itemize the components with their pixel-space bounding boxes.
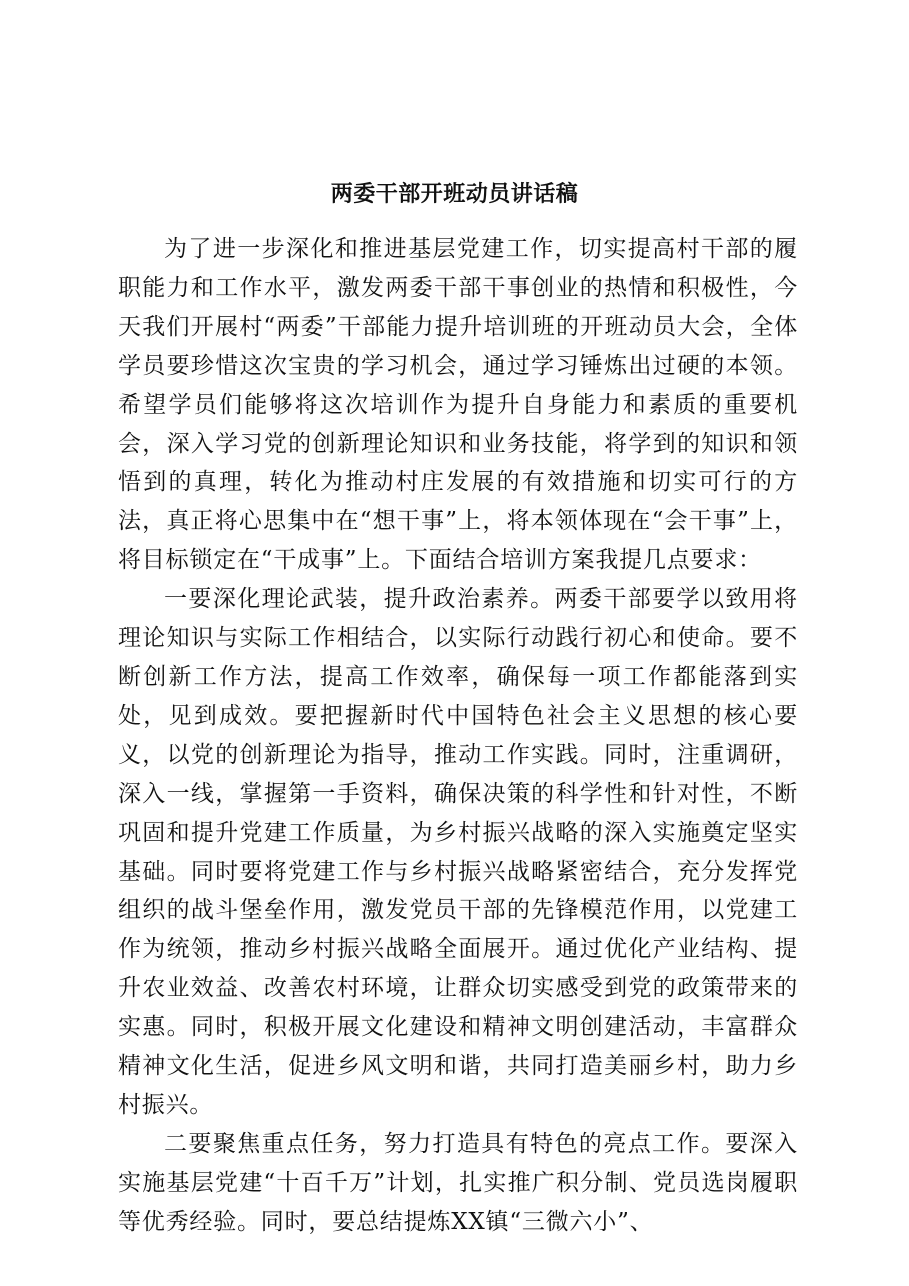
document-title: 两委干部开班动员讲话稿 bbox=[330, 181, 579, 207]
document-body bbox=[118, 230, 798, 1242]
paragraph-point-two: 二要聚焦重点任务，努力打造具有特色的亮点工作。要深入实施基层党建“十百千万”计划，扎实推广积分制、党员选岗履职等优秀经验。同时，要总结提炼XX镇“三微六小”、 bbox=[118, 1130, 798, 1235]
paragraph-intro: 为了进一步深化和推进基层党建工作，切实提高村干部的履职能力和工作水平，激发两委干部干事创业的热情和积极性，今天我们开展村“两委”干部能力提升培训班的开班动员大会，全体学员要珍惜这次宝贵的学习机会，通过学习锤炼出过硬的本领。希望学员们能够将这次培训作为提升自身能力和素质的重要机会，深入学习党的创新理论知识和业务技能，将学到的知识和领悟到的真理，转化为推动村庄发展的有效措施和切实可行的方法，真正将心思集中在“想干事”上，将本领体现在“会干事”上，将目标锁定在“干成事”上。下面结合培训方案我提几点要求： bbox=[118, 236, 798, 574]
paragraph-point-one: 一要深化理论武装，提升政治素养。两委干部要学以致用将理论知识与实际工作相结合，以实际行动践行初心和使命。要不断创新工作方法，提高工作效率，确保每一项工作都能落到实处，见到成效。要把握新时代中国特色社会主义思想的核心要义，以党的创新理论为指导，推动工作实践。同时，注重调研，深入一线，掌握第一手资料，确保决策的科学性和针对性，不断巩固和提升党建工作质量，为乡村振兴战略的深入实施奠定坚实基础。同时要将党建工作与乡村振兴战略紧密结合，充分发挥党组织的战斗堡垒作用，激发党员干部的先锋模范作用，以党建工作为统领，推动乡村振兴战略全面展开。通过优化产业结构、提升农业效益、改善农村环境，让群众切实感受到党的政策带来的实惠。同时，积极开展文化建设和精神文明创建活动，丰富群众精神文化生活，促进乡风文明和谐，共同打造美丽乡村，助力乡村振兴。 bbox=[118, 586, 798, 1118]
